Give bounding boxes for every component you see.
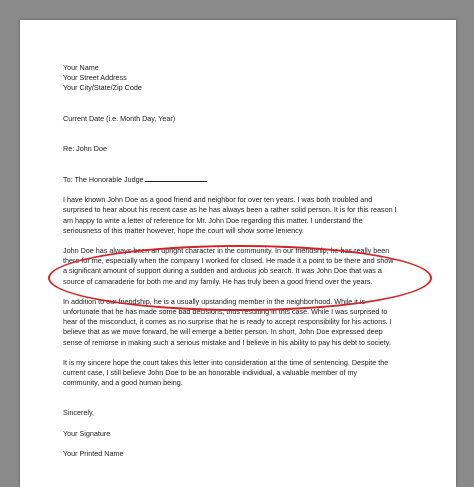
letter-body bbox=[63, 63, 423, 459]
paragraph-line: hear of the misconduct, it comes as no surprise that he is ready to accept responsibility for his actions. I bbox=[63, 317, 392, 327]
to-line-text: To: The Honorable Judge bbox=[63, 175, 144, 185]
paragraph-line: unfortunate that he has made some bad decisions, thus resulting in this case. While I was surprised to bbox=[63, 307, 388, 317]
paragraph-line: It is my sincere hope the court takes this letter into consideration at the time of sentencing. Despite the bbox=[63, 357, 389, 367]
paragraph-4 bbox=[63, 358, 423, 389]
sender-city-state-zip: Your City/State/Zip Code bbox=[63, 83, 142, 93]
paragraph-line: believe that as we move forward, he will emerge a better person. In short, John Doe expressed deep bbox=[63, 327, 383, 337]
paragraph-line: sense of remorse in making such a serious mistake and I believe in his ability to pay his debt to society. bbox=[63, 337, 391, 347]
paragraph-line: community, and a good human being. bbox=[63, 378, 183, 388]
closing: Sincerely, bbox=[63, 408, 95, 418]
date-line: Current Date (i.e. Month Day, Year) bbox=[63, 113, 176, 123]
printed-name: Your Printed Name bbox=[63, 448, 124, 458]
paragraph-3 bbox=[63, 297, 423, 348]
paragraph-line: a significant amount of support during a sudden and arduous job search. It was John Doe that was a bbox=[63, 266, 382, 276]
paragraph-line: surprised to hear about his recent case as he has always been a rather solid person. It is for this reason I bbox=[63, 205, 397, 215]
sender-name: Your Name bbox=[63, 63, 99, 72]
paragraph-line: I have known John Doe as a good friend and neighbor for over ten years. I was both troubled and bbox=[63, 195, 373, 205]
paragraph-line: am happy to write a letter of reference for Mr. John Doe regarding this matter. I understand the bbox=[63, 215, 363, 225]
sender-street: Your Street Address bbox=[63, 73, 127, 83]
paragraph-2-highlighted bbox=[63, 246, 423, 287]
to-line bbox=[63, 174, 423, 185]
paragraph-line: seriousness of this matter however, hope the court will show some leniency. bbox=[63, 225, 304, 235]
paragraph-line: there for me, especially when the company I worked for closed. He made it a point to be there and show bbox=[63, 256, 394, 266]
letter-page bbox=[20, 20, 456, 487]
paragraph-line: source of camaraderie for both me and my family. He has truly been a good friend over the years. bbox=[63, 276, 373, 286]
signature-line: Your Signature bbox=[63, 428, 111, 438]
paragraph-line: In addition to our friendship, he is a usually upstanding member in the neighborhood. While it is bbox=[63, 296, 366, 306]
paragraph-1 bbox=[63, 195, 423, 236]
paragraph-line: John Doe has always been an upright character in the community. In our friendship, he has really been bbox=[63, 246, 390, 256]
paragraph-line: current case, I still believe John Doe to be an honorable individual, a valuable member of my bbox=[63, 368, 358, 378]
re-line: Re: John Doe bbox=[63, 143, 107, 153]
judge-name-blank bbox=[145, 174, 207, 182]
